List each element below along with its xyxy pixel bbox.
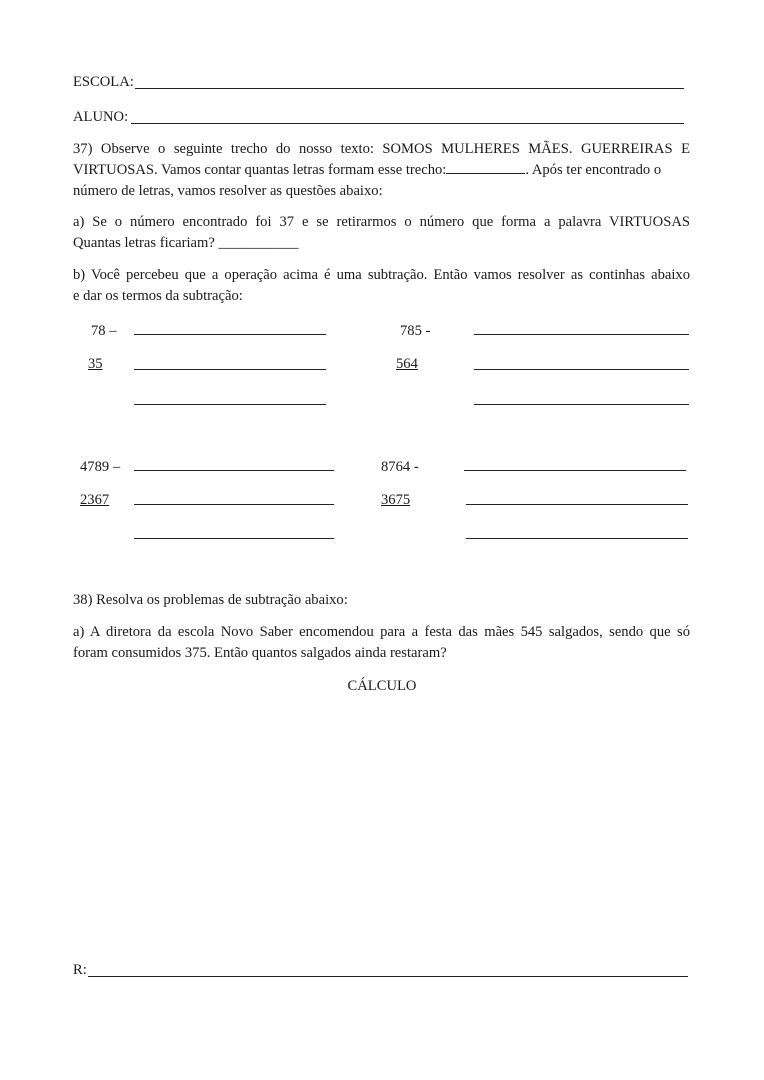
op3-minuend: 4789 – [80,459,121,475]
op2-term-line-3[interactable] [474,404,689,405]
op2-subtrahend: 564 [396,356,418,372]
op1-minuend: 78 – [91,323,117,339]
answer-label: R: [73,962,87,978]
op1-term-line-2[interactable] [134,369,326,370]
student-label: ALUNO: [73,109,129,125]
op4-term-line-1[interactable] [464,470,686,471]
calculation-label: CÁLCULO [347,678,417,694]
school-name-line[interactable] [135,88,684,89]
op1-term-line-3[interactable] [134,404,326,405]
op3-term-line-3[interactable] [134,538,334,539]
answer-line[interactable] [88,976,688,977]
op2-minuend: 785 - [400,323,431,339]
op1-subtrahend: 35 [88,356,103,372]
op2-term-line-1[interactable] [474,334,689,335]
calculation-area[interactable] [73,705,690,945]
op4-minuend: 8764 - [381,459,419,475]
school-label: ESCOLA: [73,74,134,90]
question-38-title: 38) Resolva os problemas de subtração abaixo: [73,592,348,608]
op4-term-line-2[interactable] [466,504,688,505]
student-name-line[interactable] [131,123,684,124]
op4-subtrahend: 3675 [381,492,411,508]
op3-term-line-2[interactable] [134,504,334,505]
op3-term-line-1[interactable] [134,470,334,471]
question-37-a: a) Se o número encontrado foi 37 e se retirarmos o número que forma a palavra VIRTUOSAS Quantas letras ficariam? ___________ [73,214,690,251]
letter-count-blank[interactable] [446,160,525,174]
op4-term-line-3[interactable] [466,538,688,539]
op2-term-line-2[interactable] [474,369,689,370]
question-37-intro: 37) Observe o seguinte trecho do nosso texto: SOMOS MULHERES MÃES. GUERREIRAS E VIRTUOSAS. Vamos contar quantas letras formam esse trecho: . Após ter encontrado o número de letras, vamos resolver as questões abaixo: [73,141,690,199]
question-37-b: b) Você percebeu que a operação acima é uma subtração. Então vamos resolver as continhas abaixo e dar os termos da subtração: [73,267,690,304]
op1-term-line-1[interactable] [134,334,326,335]
op3-subtrahend: 2367 [80,492,110,508]
question-38-a: a) A diretora da escola Novo Saber encomendou para a festa das mães 545 salgados, sendo que só foram consumidos 375. Então quantos salgados ainda restaram? [73,624,690,661]
